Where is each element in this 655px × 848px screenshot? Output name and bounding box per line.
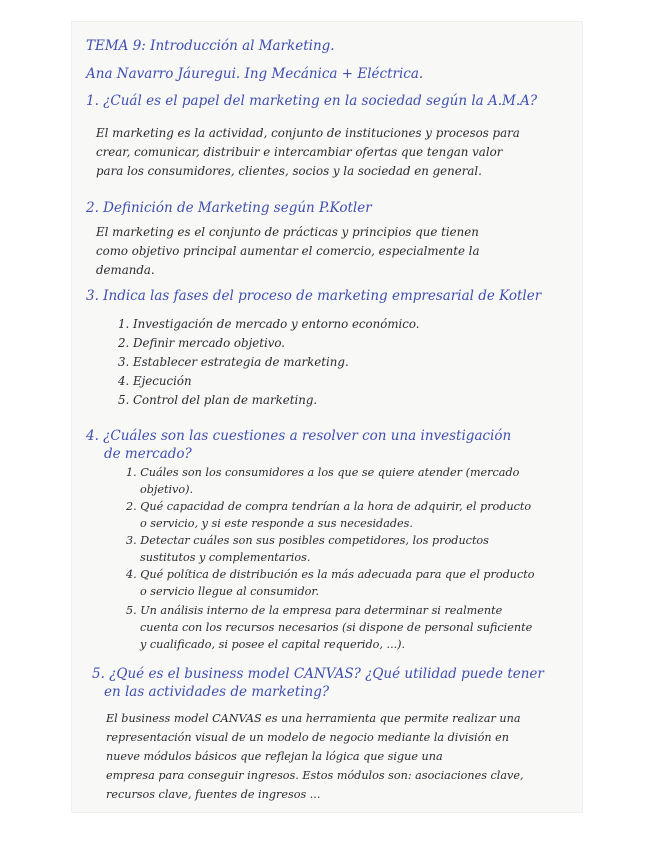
- question-5: 5. ¿Qué es el business model CANVAS? ¿Qué utilidad puede tener: [92, 666, 544, 682]
- list-item-continued: sustitutos y complementarios.: [140, 551, 311, 564]
- answer-5-line: recursos clave, fuentes de ingresos ...: [106, 788, 321, 801]
- question-2: 2. Definición de Marketing según P.Kotler: [86, 200, 372, 216]
- question-4: 4. ¿Cuáles son las cuestiones a resolver con una investigación: [86, 428, 512, 444]
- list-item-continued: o servicio llegue al consumidor.: [140, 585, 320, 598]
- list-item: 5. Un análisis interno de la empresa para determinar si realmente: [126, 604, 503, 617]
- list-item-continued: cuenta con los recursos necesarios (si dispone de personal suficiente: [140, 621, 533, 634]
- answer-2-line: demanda.: [96, 263, 155, 277]
- question-4-continued: de mercado?: [104, 446, 192, 462]
- answer-5-line: El business model CANVAS es una herramienta que permite realizar una: [106, 712, 521, 725]
- list-item: 1. Investigación de mercado y entorno económico.: [118, 317, 420, 331]
- list-item: 3. Establecer estrategia de marketing.: [118, 355, 349, 369]
- page-title: TEMA 9: Introducción al Marketing.: [86, 38, 335, 54]
- question-1: 1. ¿Cuál es el papel del marketing en la sociedad según la A.M.A?: [86, 93, 538, 109]
- answer-1-line: El marketing es la actividad, conjunto de instituciones y procesos para: [96, 126, 520, 140]
- list-item-continued: o servicio, y si este responde a sus necesidades.: [140, 517, 413, 530]
- list-item: 3. Detectar cuáles son sus posibles competidores, los productos: [126, 534, 489, 547]
- answer-5-line: empresa para conseguir ingresos. Estos módulos son: asociaciones clave,: [106, 769, 524, 782]
- list-item-continued: objetivo).: [140, 483, 194, 496]
- answer-2-line: El marketing es el conjunto de prácticas y principios que tienen: [96, 225, 479, 239]
- answer-2-line: como objetivo principal aumentar el comercio, especialmente la: [96, 244, 480, 258]
- list-item-continued: y cualificado, si posee el capital requerido, ...).: [140, 638, 406, 651]
- list-item: 4. Qué política de distribución es la más adecuada para que el producto: [126, 568, 535, 581]
- author-line: Ana Navarro Jáuregui. Ing Mecánica + Eléctrica.: [86, 66, 424, 82]
- answer-1-line: para los consumidores, clientes, socios y la sociedad en general.: [96, 164, 482, 178]
- answer-5-line: nueve módulos básicos que reflejan la lógica que sigue una: [106, 750, 443, 763]
- list-item: 4. Ejecución: [118, 374, 192, 388]
- list-item: 1. Cuáles son los consumidores a los que se quiere atender (mercado: [126, 466, 520, 479]
- answer-5-line: representación visual de un modelo de negocio mediante la división en: [106, 731, 509, 744]
- list-item: 2. Definir mercado objetivo.: [118, 336, 286, 350]
- list-item: 2. Qué capacidad de compra tendrían a la hora de adquirir, el producto: [126, 500, 532, 513]
- list-item: 5. Control del plan de marketing.: [118, 393, 318, 407]
- question-5-continued: en las actividades de marketing?: [104, 684, 330, 700]
- question-3: 3. Indica las fases del proceso de marketing empresarial de Kotler: [86, 288, 542, 304]
- answer-1-line: crear, comunicar, distribuir e intercambiar ofertas que tengan valor: [96, 145, 503, 159]
